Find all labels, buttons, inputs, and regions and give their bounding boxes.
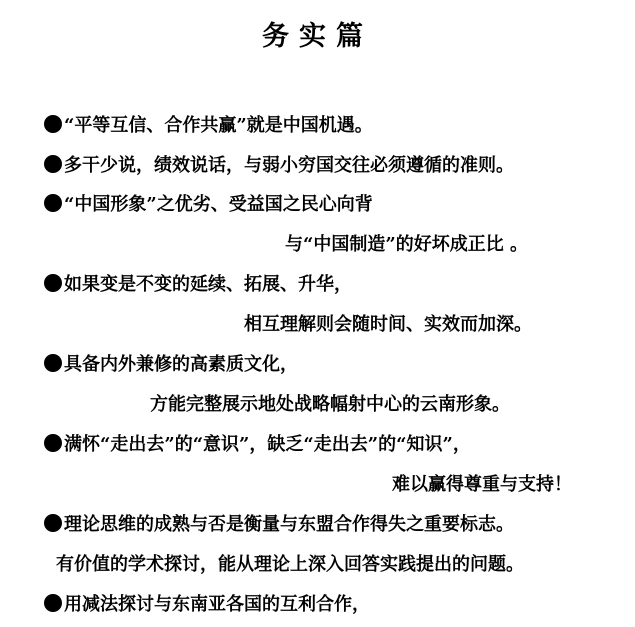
line-text: 难以赢得尊重与支持！: [392, 474, 572, 495]
line-text: 如果变是不变的延续、拓展、升华，: [64, 274, 352, 295]
bullet-icon: [44, 155, 62, 173]
bullet-line-3: [44, 193, 373, 217]
line-text: “平等互信、合作共赢”就是中国机遇。: [64, 115, 373, 136]
bullet-icon: [44, 434, 62, 452]
line-text: 具备内外兼修的高素质文化，: [64, 354, 298, 375]
continuation-line-5: [150, 393, 510, 417]
line-text: 用减法探讨与东南亚各国的互利合作，: [64, 594, 370, 615]
line-text: 方能完整展示地处战略幅射中心的云南形象。: [150, 394, 510, 415]
line-text: 有价值的学术探讨，能从理论上深入回答实践提出的问题。: [56, 554, 524, 575]
continuation-line-3: [285, 233, 528, 257]
bullet-line-4: [44, 273, 352, 297]
bullet-line-2: [44, 154, 514, 178]
bullet-icon: [44, 115, 62, 133]
bullet-icon: [44, 514, 62, 532]
bullet-icon: [44, 274, 62, 292]
continuation-line-7: [56, 553, 524, 577]
line-text: 多干少说，绩效说话，与弱小穷国交往必须遵循的准则。: [64, 155, 514, 176]
continuation-line-4: [244, 313, 532, 337]
bullet-icon: [44, 354, 62, 372]
bullet-icon: [44, 594, 62, 612]
line-text: “中国形象”之优劣、受益国之民心向背: [64, 194, 373, 215]
line-text: 与“中国制造”的好坏成正比 。: [285, 234, 528, 255]
bullet-line-7: [44, 513, 514, 537]
line-text: 理论思维的成熟与否是衡量与东盟合作得失之重要标志。: [64, 514, 514, 535]
bullet-line-5: [44, 353, 298, 377]
bullet-line-1: [44, 114, 373, 138]
bullet-line-6: [44, 433, 471, 457]
page-title: 务实篇: [262, 21, 373, 52]
bullet-line-8: [44, 593, 370, 617]
line-text: 满怀“走出去”的“意识”，缺乏“走出去”的“知识”，: [64, 434, 471, 455]
bullet-icon: [44, 194, 62, 212]
line-text: 相互理解则会随时间、实效而加深。: [244, 314, 532, 335]
continuation-line-6: [392, 473, 572, 497]
